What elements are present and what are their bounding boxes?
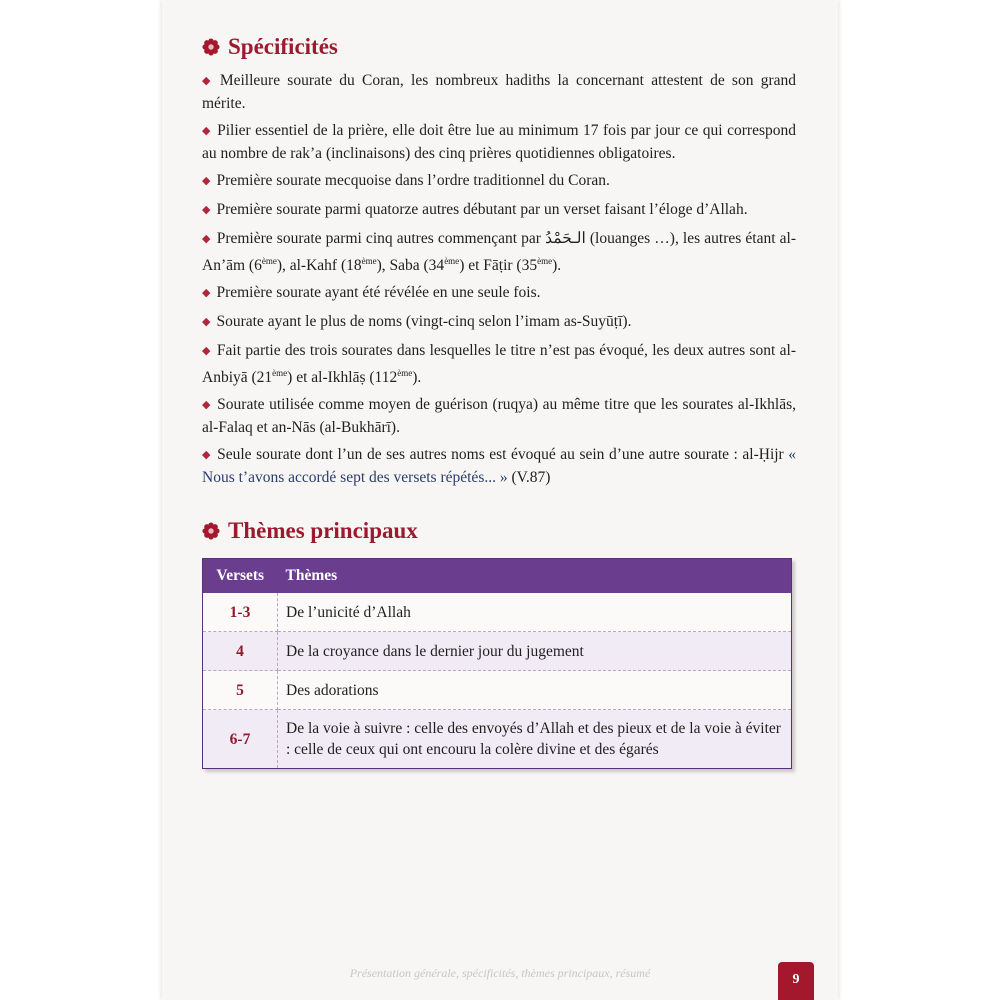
diamond-icon: ◆	[202, 449, 212, 462]
section-title-text: Spécificités	[228, 34, 338, 59]
diamond-icon: ◆	[202, 345, 211, 358]
list-item: ◆ Première sourate ayant été révélée en une seule fois.	[202, 284, 541, 302]
section-title-specificites	[202, 34, 796, 60]
rosette-icon	[202, 522, 220, 540]
page-content	[202, 34, 796, 769]
list-item: ◆ Sourate ayant le plus de noms (vingt-cinq selon l’imam as-Suyūṭī).	[202, 313, 632, 331]
table-header-row	[203, 559, 792, 594]
section-title-themes	[202, 518, 796, 544]
verse-cell: 4	[203, 632, 278, 671]
quoted-verse: « Nous t’avons accordé sept des versets répétés... »	[202, 446, 796, 487]
list-item: ◆ Pilier essentiel de la prière, elle doit être lue au minimum 17 fois par jour ce qui correspond au nombre de rak’a (inclinaisons) des cinq prières quotidiennes obligatoires.	[202, 122, 796, 162]
diamond-icon: ◆	[202, 125, 212, 137]
list-item: ◆ Première sourate mecquoise dans l’ordre traditionnel du Coran.	[202, 172, 610, 189]
diamond-icon: ◆	[202, 233, 211, 245]
list-item: ◆ Sourate utilisée comme moyen de guérison (ruqya) au même titre que les sourates al-Ikhlās, al-Falaq et an-Nās (al-Bukhārī).	[202, 396, 796, 437]
list-item: ◆ Seule sourate dont l’un de ses autres noms est évoqué au sein d’une autre sourate : al-Ḥijr « Nous t’avons accordé sept des versets répétés... » (V.87)	[202, 446, 796, 487]
specificites-list	[202, 70, 796, 488]
verse-cell: 6-7	[203, 710, 278, 769]
diamond-icon: ◆	[202, 399, 212, 412]
book-page	[162, 0, 838, 1000]
verse-cell: 1-3	[203, 593, 278, 632]
rosette-icon	[202, 38, 220, 56]
diamond-icon: ◆	[202, 204, 211, 216]
theme-cell: De la croyance dans le dernier jour du jugement	[278, 632, 792, 671]
table-row	[203, 671, 792, 710]
list-item: ◆ Première sourate parmi quatorze autres débutant par un verset faisant l’éloge d’Allah.	[202, 201, 748, 218]
list-item: ◆ Première sourate parmi cinq autres commençant par الـحَمْدُ (louanges …), les autres étant al-An’ām (6ème), al-Kahf (18ème), Saba (34ème) et Fāṭir (35ème).	[202, 230, 796, 275]
diamond-icon: ◆	[202, 175, 211, 187]
section-title-text: Thèmes principaux	[228, 518, 418, 544]
list-item: ◆ Meilleure sourate du Coran, les nombreux hadiths la concernant attestent de son grand mérite.	[202, 72, 796, 112]
theme-cell: Des adorations	[278, 671, 792, 710]
table-row	[203, 632, 792, 671]
page-footer: Présentation générale, spécificités, thèmes principaux, résumé	[349, 966, 651, 980]
verse-cell: 5	[203, 671, 278, 710]
column-header-themes: Thèmes	[278, 559, 792, 594]
arabic-word: الـحَمْدُ	[545, 230, 586, 247]
table-row	[203, 710, 792, 769]
theme-cell: De la voie à suivre : celle des envoyés d’Allah et des pieux et de la voie à éviter : celle de ceux qui ont encouru la colère divine et des égarés	[278, 710, 792, 769]
list-item: ◆ Fait partie des trois sourates dans lesquelles le titre n’est pas évoqué, les deux autres sont al-Anbiyā (21ème) et al-Ikhlāṣ (112ème).	[202, 342, 796, 387]
diamond-icon: ◆	[202, 287, 211, 300]
page-number: 9	[778, 962, 814, 1000]
diamond-icon: ◆	[202, 316, 211, 329]
table-row	[203, 593, 792, 632]
column-header-versets: Versets	[203, 559, 278, 594]
theme-cell: De l’unicité d’Allah	[278, 593, 792, 632]
diamond-icon: ◆	[202, 75, 214, 87]
themes-table	[202, 558, 792, 769]
